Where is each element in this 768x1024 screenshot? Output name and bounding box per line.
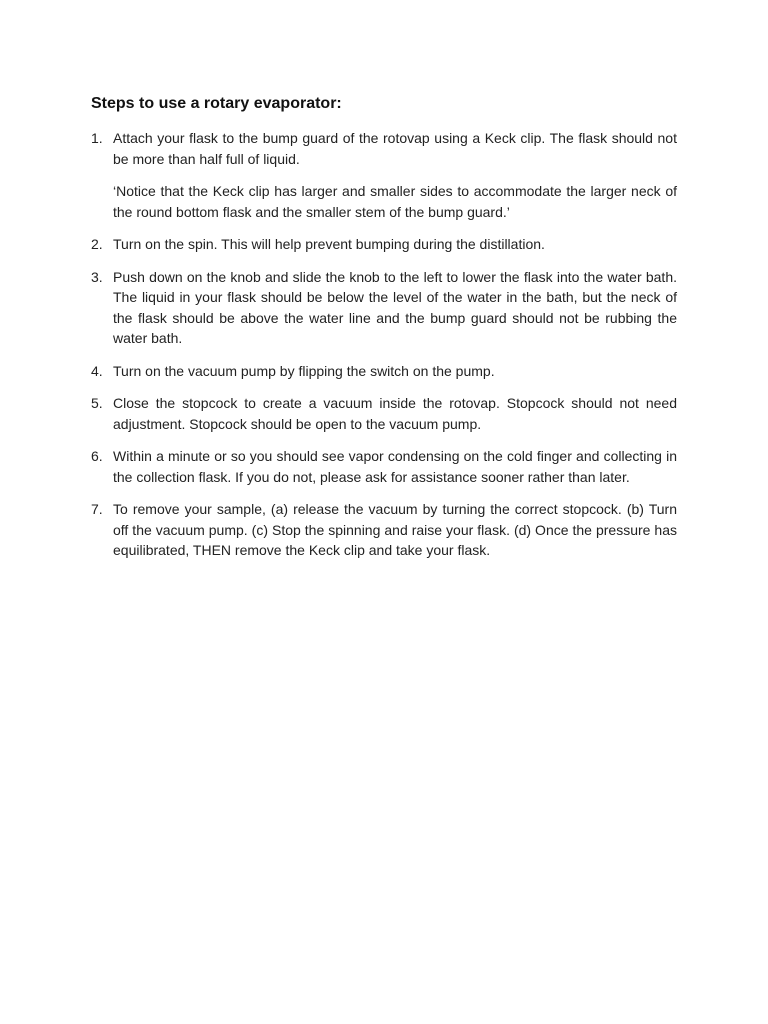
- steps-list: [91, 128, 677, 561]
- step-text: Push down on the knob and slide the knob to the left to lower the flask into the water bath. The liquid in your flask should be below the level of the water in the bath, but the neck of the flask should be above the water line and the bump guard should not be rubbing the water bath.: [113, 268, 677, 346]
- step-number: 7.: [91, 501, 103, 517]
- step-number: 5.: [91, 395, 103, 411]
- step-item-5: [91, 393, 677, 434]
- step-item-2: [91, 234, 677, 255]
- step-number: 4.: [91, 362, 103, 379]
- step-number: 6.: [91, 448, 103, 464]
- step-item-3: [91, 267, 677, 349]
- step-number: 3.: [91, 268, 103, 285]
- step-number: 1.: [91, 130, 103, 146]
- step-text: Attach your flask to the bump guard of the rotovap using a Keck clip. The flask should not be more than half full of liquid.: [113, 130, 677, 167]
- document-title: Steps to use a rotary evaporator:: [91, 95, 342, 112]
- step-item-4: [91, 361, 677, 382]
- step-text: Turn on the vacuum pump by flipping the switch on the pump.: [113, 362, 495, 379]
- step-text: Turn on the spin. This will help prevent bumping during the distillation.: [113, 236, 545, 252]
- step-text: Close the stopcock to create a vacuum inside the rotovap. Stopcock should not need adjustment. Stopcock should be open to the vacuum pump.: [113, 395, 677, 432]
- step-text: Within a minute or so you should see vapor condensing on the cold finger and collecting in the collection flask. If you do not, please ask for assistance sooner rather than later.: [113, 448, 677, 485]
- step-item-1: [91, 128, 677, 222]
- document-content: [91, 94, 677, 573]
- step-item-7: [91, 499, 677, 561]
- step-item-6: [91, 446, 677, 487]
- step-number: 2.: [91, 236, 103, 252]
- step-note: ‘Notice that the Keck clip has larger and smaller sides to accommodate the larger neck of the round bottom flask and the smaller stem of the bump guard.’: [113, 183, 677, 220]
- step-text: To remove your sample, (a) release the vacuum by turning the correct stopcock. (b) Turn off the vacuum pump. (c) Stop the spinning and raise your flask. (d) Once the pressure has equilibrated, THEN remove the Keck clip and take your flask.: [113, 501, 677, 558]
